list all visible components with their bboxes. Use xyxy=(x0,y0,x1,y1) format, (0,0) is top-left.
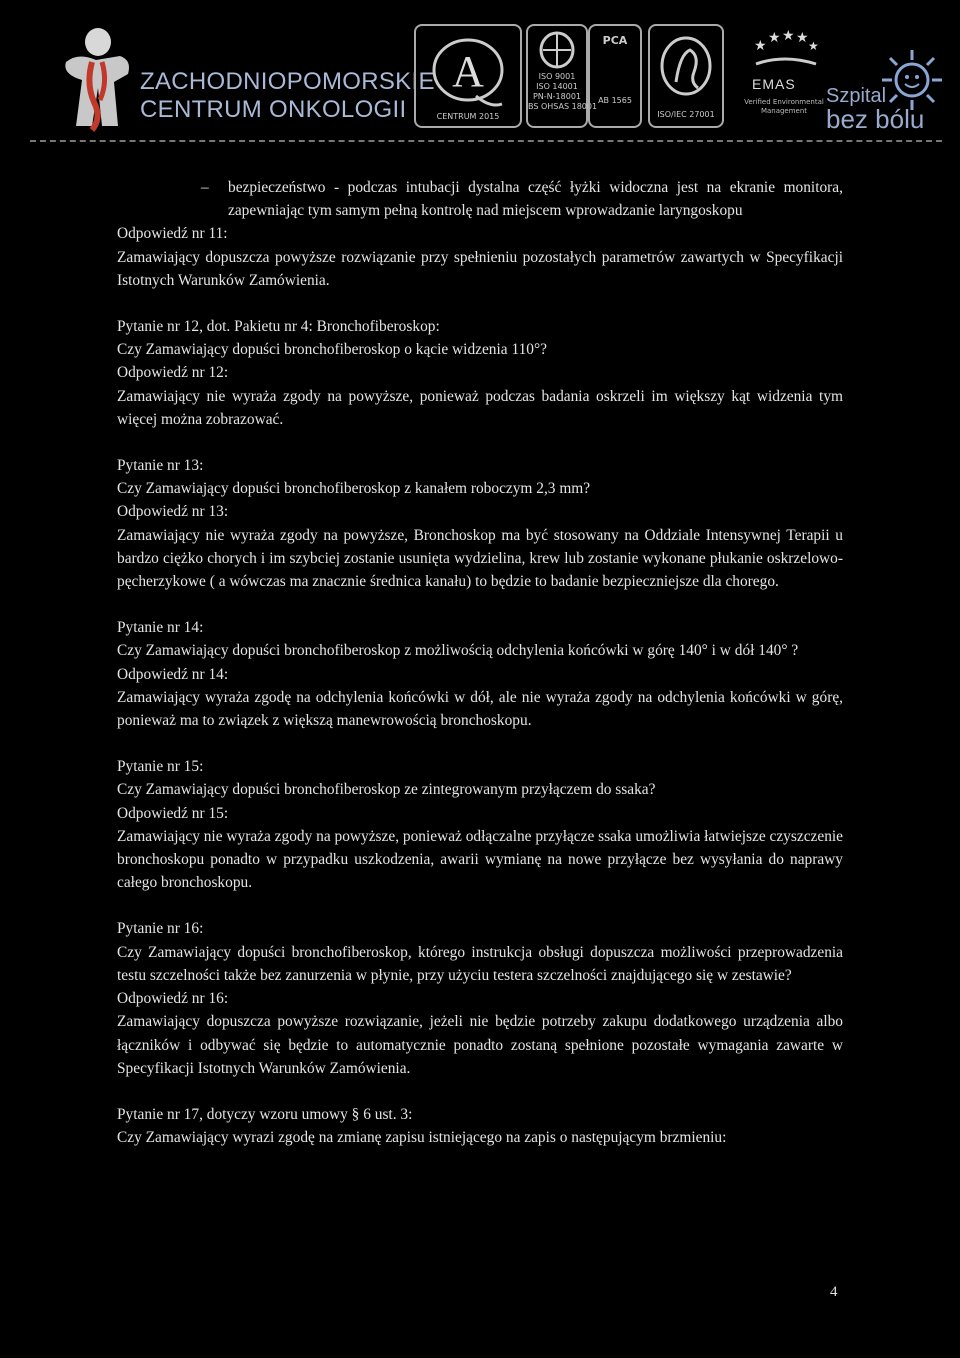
paragraph-spacer xyxy=(117,894,843,917)
paragraph: Zamawiający nie wyraża zgody na powyższe, ponieważ odłączalne przyłącze ssaka umożliwia łatwiejsze czyszczenie bronchoskopu ponadto w przypadku uszkodzenia, awarii wymianę na nowe przyłącze bez wysyłania do naprawy całego bronchoskopu. xyxy=(117,827,843,892)
svg-text:A: A xyxy=(452,47,484,96)
emas-label: EMAS xyxy=(752,76,796,92)
paragraph: Czy Zamawiający wyrazi zgodę na zmianę zapisu istniejącego na zapis o następującym brzmieniu: xyxy=(117,1129,727,1147)
paragraph: Czy Zamawiający dopuści bronchofiberoskop z kanałem roboczym 2,3 mm? xyxy=(117,480,591,498)
letterhead xyxy=(0,0,960,140)
paragraph: Zamawiający dopuszcza powyższe rozwiązanie przy spełnieniu pozostałych parametrów zawartych w Specyfikacji Istotnych Warunków Zamówienia. xyxy=(117,248,843,289)
page-number: 4 xyxy=(830,1284,838,1300)
institution-name xyxy=(140,68,435,124)
hospital-badge xyxy=(826,86,924,132)
paragraph: Zamawiający dopuszcza powyższe rozwiązanie, jeżeli nie będzie potrzeby zakupu dodatkowego urządzenia albo łączników i odbywać się będzie to automatycznie ponadto zostaną spełnione pozostałe wymagania zawarte w Specyfikacji Istotnych Warunków Zamówienia. xyxy=(117,1013,843,1077)
pca-label: PCA xyxy=(602,34,628,47)
certificate-line: ISO 9001 xyxy=(538,72,576,81)
eu-stars-icon xyxy=(750,30,820,70)
paragraph-spacer xyxy=(117,431,843,454)
certificate-badge-iso xyxy=(526,24,598,128)
svg-text:★: ★ xyxy=(768,31,781,46)
paragraph: Zamawiający nie wyraża zgody na powyższe, Bronchoskop ma być stosowany na Oddziale Intensywnej Terapii u bardzo ciężko chorych i im szybciej zostanie usunięta wydzielina, krew lub zostanie wykonane płukanie oskrzelowo-pęcherzykowe ( a wówczas ma znacznie średnica kanału) to będzie to badanie bezpieczniejsze dla chorego. xyxy=(117,526,843,591)
lion-seal-icon xyxy=(650,32,722,102)
paragraph: Pytanie nr 13: xyxy=(117,457,204,475)
certificate-line: PN-N-18001 xyxy=(532,92,581,101)
globe-seal-icon xyxy=(528,30,586,70)
bullet-dash: – xyxy=(201,179,209,196)
hospital-badge-line-2: bez bólu xyxy=(826,104,925,134)
paragraph: Zamawiający wyraża zgodę na odchylenia końcówki w dół, ale nie wyraża zgody na odchylenia końcówki w górę, ponieważ ma to związek z większą manewrowością bronchoskopu. xyxy=(117,688,843,730)
certificate-label: CENTRUM 2015 xyxy=(436,112,500,121)
header-divider xyxy=(30,140,942,142)
paragraph: Pytanie nr 16: xyxy=(117,920,204,938)
accreditation-seal-icon xyxy=(416,26,520,126)
paragraph: Odpowiedź nr 15: xyxy=(117,804,229,822)
certificate-badge-iec xyxy=(648,24,724,128)
svg-text:★: ★ xyxy=(782,30,795,44)
institution-line-1: ZACHODNIOPOMORSKIE xyxy=(140,68,435,95)
paragraph-spacer xyxy=(117,1080,843,1103)
certificate-line: ISO 14001 xyxy=(536,82,578,91)
certificate-badge-accreditation xyxy=(414,24,522,128)
document-body xyxy=(117,176,843,1149)
paragraph: Czy Zamawiający dopuści bronchofiberoskop ze zintegrowanym przyłączem do ssaka? xyxy=(117,781,656,799)
certificate-line: AB 1565 xyxy=(598,96,632,105)
svg-text:★: ★ xyxy=(754,39,767,54)
paragraph: Odpowiedź nr 14: xyxy=(117,665,229,683)
paragraph: Pytanie nr 12, dot. Pakietu nr 4: Bronchofiberoskop: xyxy=(117,318,440,336)
paragraph: Pytanie nr 17, dotyczy wzoru umowy § 6 ust. 3: xyxy=(117,1105,413,1123)
paragraph-spacer xyxy=(117,292,843,315)
paragraph: Zamawiający nie wyraża zgody na powyższe, ponieważ podczas badania oskrzeli im większy kąt widzenia tym więcej można zobrazować. xyxy=(117,387,843,428)
certificate-badge-pca xyxy=(588,24,642,128)
certificate-line: BS OHSAS 18001 xyxy=(528,102,598,111)
paragraph: Odpowiedź nr 13: xyxy=(117,503,229,521)
paragraph: Czy Zamawiający dopuści bronchofiberoskop, którego instrukcja obsługi dopuszcza możliwości przeprowadzenia testu szczelności także bez zanurzenia w płynie, przy użyciu testera szczelności znajdującego się w zestawie? xyxy=(117,943,843,984)
zco-logo-icon xyxy=(48,22,138,132)
bullet-item xyxy=(117,176,843,222)
paragraph: Odpowiedź nr 11: xyxy=(117,225,228,243)
paragraph: Czy Zamawiający dopuści bronchofiberoskop o kącie widzenia 110°? xyxy=(117,341,547,359)
paragraph: Pytanie nr 15: xyxy=(117,758,204,776)
institution-line-2: CENTRUM ONKOLOGII xyxy=(140,96,407,123)
emas-subtitle: Verified Environmental Management xyxy=(744,98,824,115)
svg-text:★: ★ xyxy=(808,39,819,53)
paragraph: Odpowiedź nr 12: xyxy=(117,364,229,382)
svg-text:★: ★ xyxy=(796,31,809,46)
certificate-label: ISO/IEC 27001 xyxy=(657,110,715,119)
bullet-text: bezpieczeństwo - podczas intubacji dystalna część łyżki widoczna jest na ekranie monitora, zapewniając tym samym pełną kontrolę nad miejscem wprowadzanie laryngoskopu xyxy=(228,179,843,220)
paragraph: Czy Zamawiający dopuści bronchofiberoskop z możliwością odchylenia końcówki w górę 140° i w dół 140° ? xyxy=(117,642,799,660)
paragraph: Pytanie nr 14: xyxy=(117,619,204,637)
paragraph: Odpowiedź nr 16: xyxy=(117,990,229,1008)
paragraph-spacer xyxy=(117,593,843,616)
paragraph-spacer xyxy=(117,732,843,755)
hospital-badge-line-1: Szpital xyxy=(826,85,887,107)
